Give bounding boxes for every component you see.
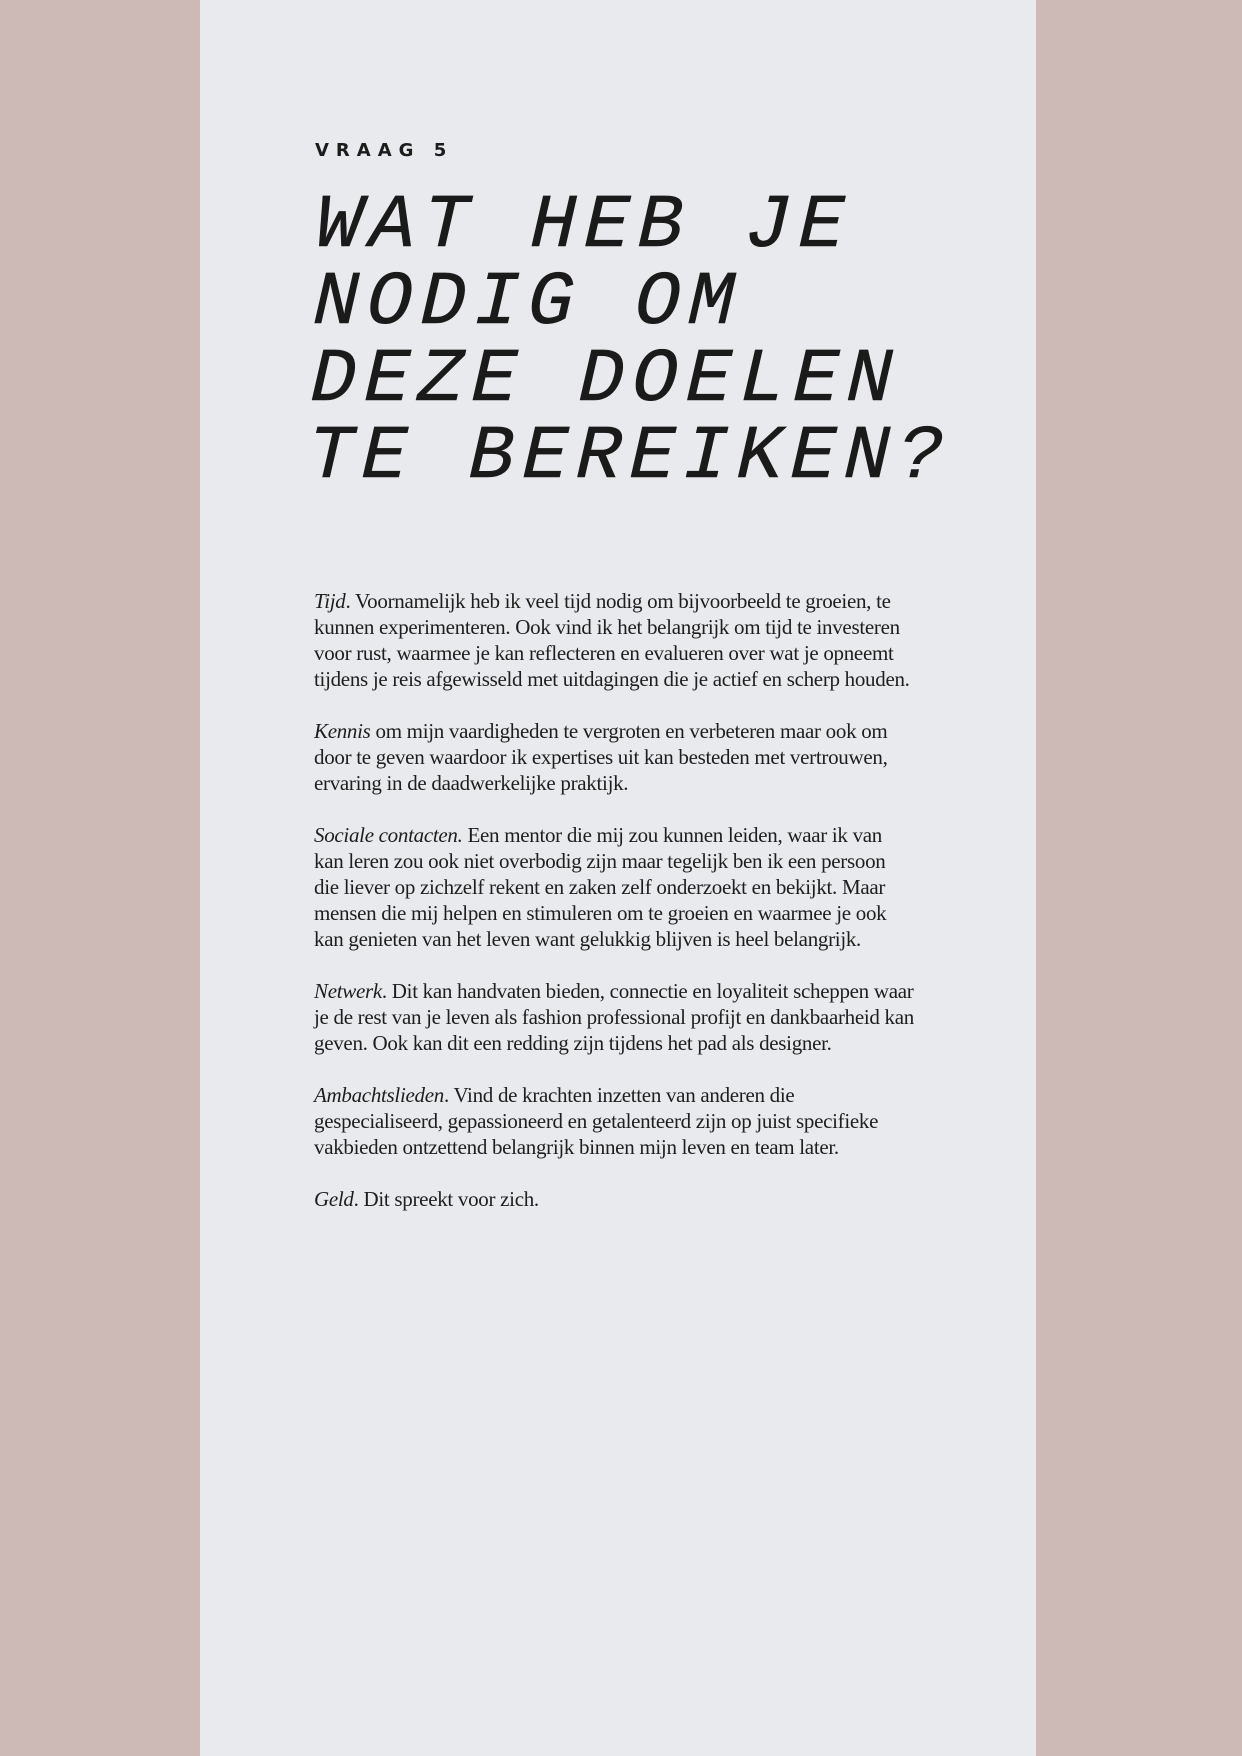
paragraph-text: om mijn vaardigheden te vergroten en verbeteren maar ook om door te geven waardoor ik expertises uit kan besteden met vertrouwen, ervaring in de daadwerkelijke praktijk.: [314, 719, 888, 795]
paragraph-kennis: [314, 718, 914, 796]
title-line: NODIG OM: [311, 260, 744, 346]
paragraph-text: . Vind de krachten inzetten van anderen die gespecialiseerd, gepassioneerd en getalenteerd zijn op juist specifieke vakbieden ontzettend belangrijk binnen mijn leven en team later.: [314, 1083, 879, 1159]
paragraph-tijd: [314, 588, 914, 692]
paragraph-text: . Dit spreekt voor zich.: [353, 1187, 539, 1211]
paragraph-lead: Sociale contacten.: [314, 823, 463, 847]
paragraph-netwerk: [314, 978, 914, 1056]
page-title: [306, 183, 958, 500]
title-line: DEZE DOELEN: [309, 337, 902, 423]
document-page: [200, 0, 1036, 1756]
paragraph-text: . Dit kan handvaten bieden, connectie en loyaliteit scheppen waar je de rest van je leven als fashion professional profijt en dankbaarheid kan geven. Ook kan dit een redding zijn tijdens het pad als designer.: [314, 979, 914, 1055]
paragraph-sociale-contacten: [314, 822, 914, 952]
paragraph-lead: Ambachtslieden: [314, 1083, 444, 1107]
paragraph-lead: Geld: [314, 1187, 354, 1211]
title-line: WAT HEB JE: [314, 183, 854, 269]
paragraph-ambachtslieden: [314, 1082, 914, 1160]
paragraph-lead: Kennis: [314, 719, 371, 743]
paragraph-text: . Voornamelijk heb ik veel tijd nodig om bijvoorbeeld te groeien, te kunnen experimenteren. Ook vind ik het belangrijk om tijd te investeren voor rust, waarmee je kan reflecteren en evalueren over wat je opneemt tijdens je reis afgewisseld met uitdagingen die je actief en scherp houden.: [314, 589, 910, 691]
question-label: VRAAG 5: [315, 140, 454, 161]
paragraph-text: Een mentor die mij zou kunnen leiden, waar ik van kan leren zou ook niet overbodig zijn maar tegelijk ben ik een persoon die liever op zichzelf rekent en zaken zelf onderzoekt en bekijkt. Maar mensen die mij helpen en stimuleren om te groeien en waarmee je ook kan genieten van het leven want gelukkig blijven is heel belangrijk.: [314, 823, 887, 951]
paragraph-lead: Netwerk: [314, 979, 382, 1003]
paragraph-geld: [314, 1186, 914, 1212]
body-text: [314, 588, 914, 1238]
paragraph-lead: Tijd: [314, 589, 346, 613]
title-line: TE BEREIKEN?: [306, 414, 953, 500]
